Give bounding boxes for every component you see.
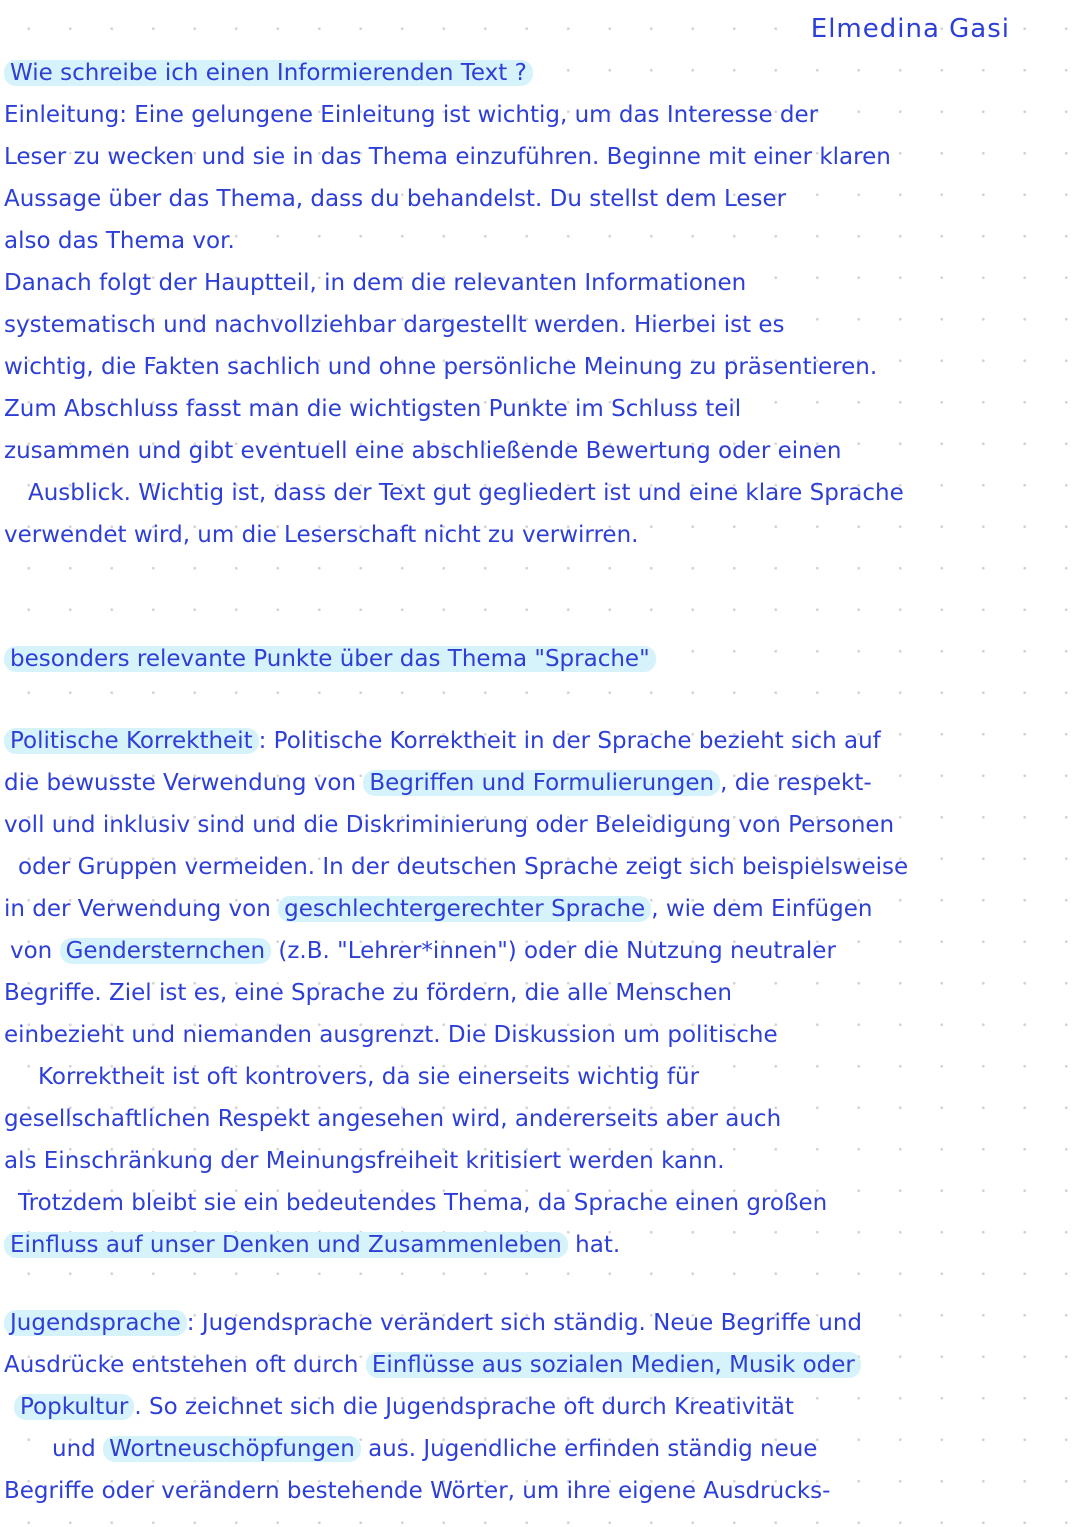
title-text: Wie schreibe ich einen Informierenden Text ? [4,60,533,86]
section-line: oder Gruppen vermeiden. In der deutschen Sprache zeigt sich beispielsweise [18,854,909,880]
highlight-term: Begriffen und Formulierungen [363,770,720,796]
intro-line: Danach folgt der Hauptteil, in dem die relevanten Informationen [4,270,747,296]
subheading-politische-korrektheit: Politische Korrektheit [4,728,259,754]
highlight-term: Wortneuschöpfungen [103,1436,361,1462]
section-line: gesellschaftlichen Respekt angesehen wird, andererseits aber auch [4,1106,782,1132]
intro-line: Zum Abschluss fasst man die wichtigsten Punkte im Schluss teil [4,396,742,422]
highlight-term: Popkultur [14,1394,134,1420]
intro-line: systematisch und nachvollziehbar dargestellt werden. Hierbei ist es [4,312,785,338]
author-name: Elmedina Gasi [810,14,1010,44]
section-line: und Wortneuschöpfungen aus. Jugendliche erfinden ständig neue [52,1436,818,1462]
highlight-term: Einflüsse aus sozialen Medien, Musik oder [366,1352,861,1378]
highlight-term: geschlechtergerechter Sprache [278,896,651,922]
highlight-term: Einfluss auf unser Denken und Zusammenleben [4,1232,568,1258]
section-line: Jugendsprache : Jugendsprache verändert sich ständig. Neue Begriffe und [4,1304,862,1342]
section-line: voll und inklusiv sind und die Diskriminierung oder Beleidigung von Personen [4,812,895,838]
page-title [4,54,533,92]
highlight-term: Gendersternchen [60,938,272,964]
section-line: Politische Korrektheit : Politische Korrektheit in der Sprache bezieht sich auf [4,722,881,760]
section-line: Popkultur . So zeichnet sich die Jugendsprache oft durch Kreativität [14,1388,794,1426]
intro-line: Aussage über das Thema, dass du behandelst. Du stellst dem Leser [4,186,787,212]
intro-line: Ausblick. Wichtig ist, dass der Text gut gegliedert ist und eine klare Sprache [28,480,904,506]
intro-line: zusammen und gibt eventuell eine abschließende Bewertung oder einen [4,438,842,464]
section-line: die bewusste Verwendung von Begriffen und Formulierungen , die respekt- [4,770,872,796]
section-line: in der Verwendung von geschlechtergerechter Sprache , wie dem Einfügen [4,896,873,922]
intro-line: Leser zu wecken und sie in das Thema einzuführen. Beginne mit einer klaren [4,144,891,170]
section-line: einbezieht und niemanden ausgrenzt. Die Diskussion um politische [4,1022,778,1048]
section-line: von Gendersternchen (z.B. "Lehrer*innen") oder die Nutzung neutraler [10,938,836,964]
section-line: Ausdrücke entstehen oft durch Einflüsse aus sozialen Medien, Musik oder [4,1346,861,1384]
intro-line: also das Thema vor. [4,228,235,254]
section-line: Begriffe oder verändern bestehende Wörter, um ihre eigene Ausdrucks- [4,1478,831,1504]
section-line: Begriffe. Ziel ist es, eine Sprache zu fördern, die alle Menschen [4,980,732,1006]
section-heading [4,640,656,678]
section-line: Einfluss auf unser Denken und Zusammenleben hat. [4,1226,620,1264]
intro-line: verwendet wird, um die Leserschaft nicht zu verwirren. [4,522,639,548]
section-heading-text: besonders relevante Punkte über das Thema "Sprache" [4,646,656,672]
intro-line: Einleitung: Eine gelungene Einleitung ist wichtig, um das Interesse der [4,102,819,128]
subheading-jugendsprache: Jugendsprache [4,1310,187,1336]
section-line: Korrektheit ist oft kontrovers, da sie einerseits wichtig für [38,1064,700,1090]
intro-line: wichtig, die Fakten sachlich und ohne persönliche Meinung zu präsentieren. [4,354,878,380]
section-line: als Einschränkung der Meinungsfreiheit kritisiert werden kann. [4,1148,725,1174]
section-line: Trotzdem bleibt sie ein bedeutendes Thema, da Sprache einen großen [18,1190,828,1216]
